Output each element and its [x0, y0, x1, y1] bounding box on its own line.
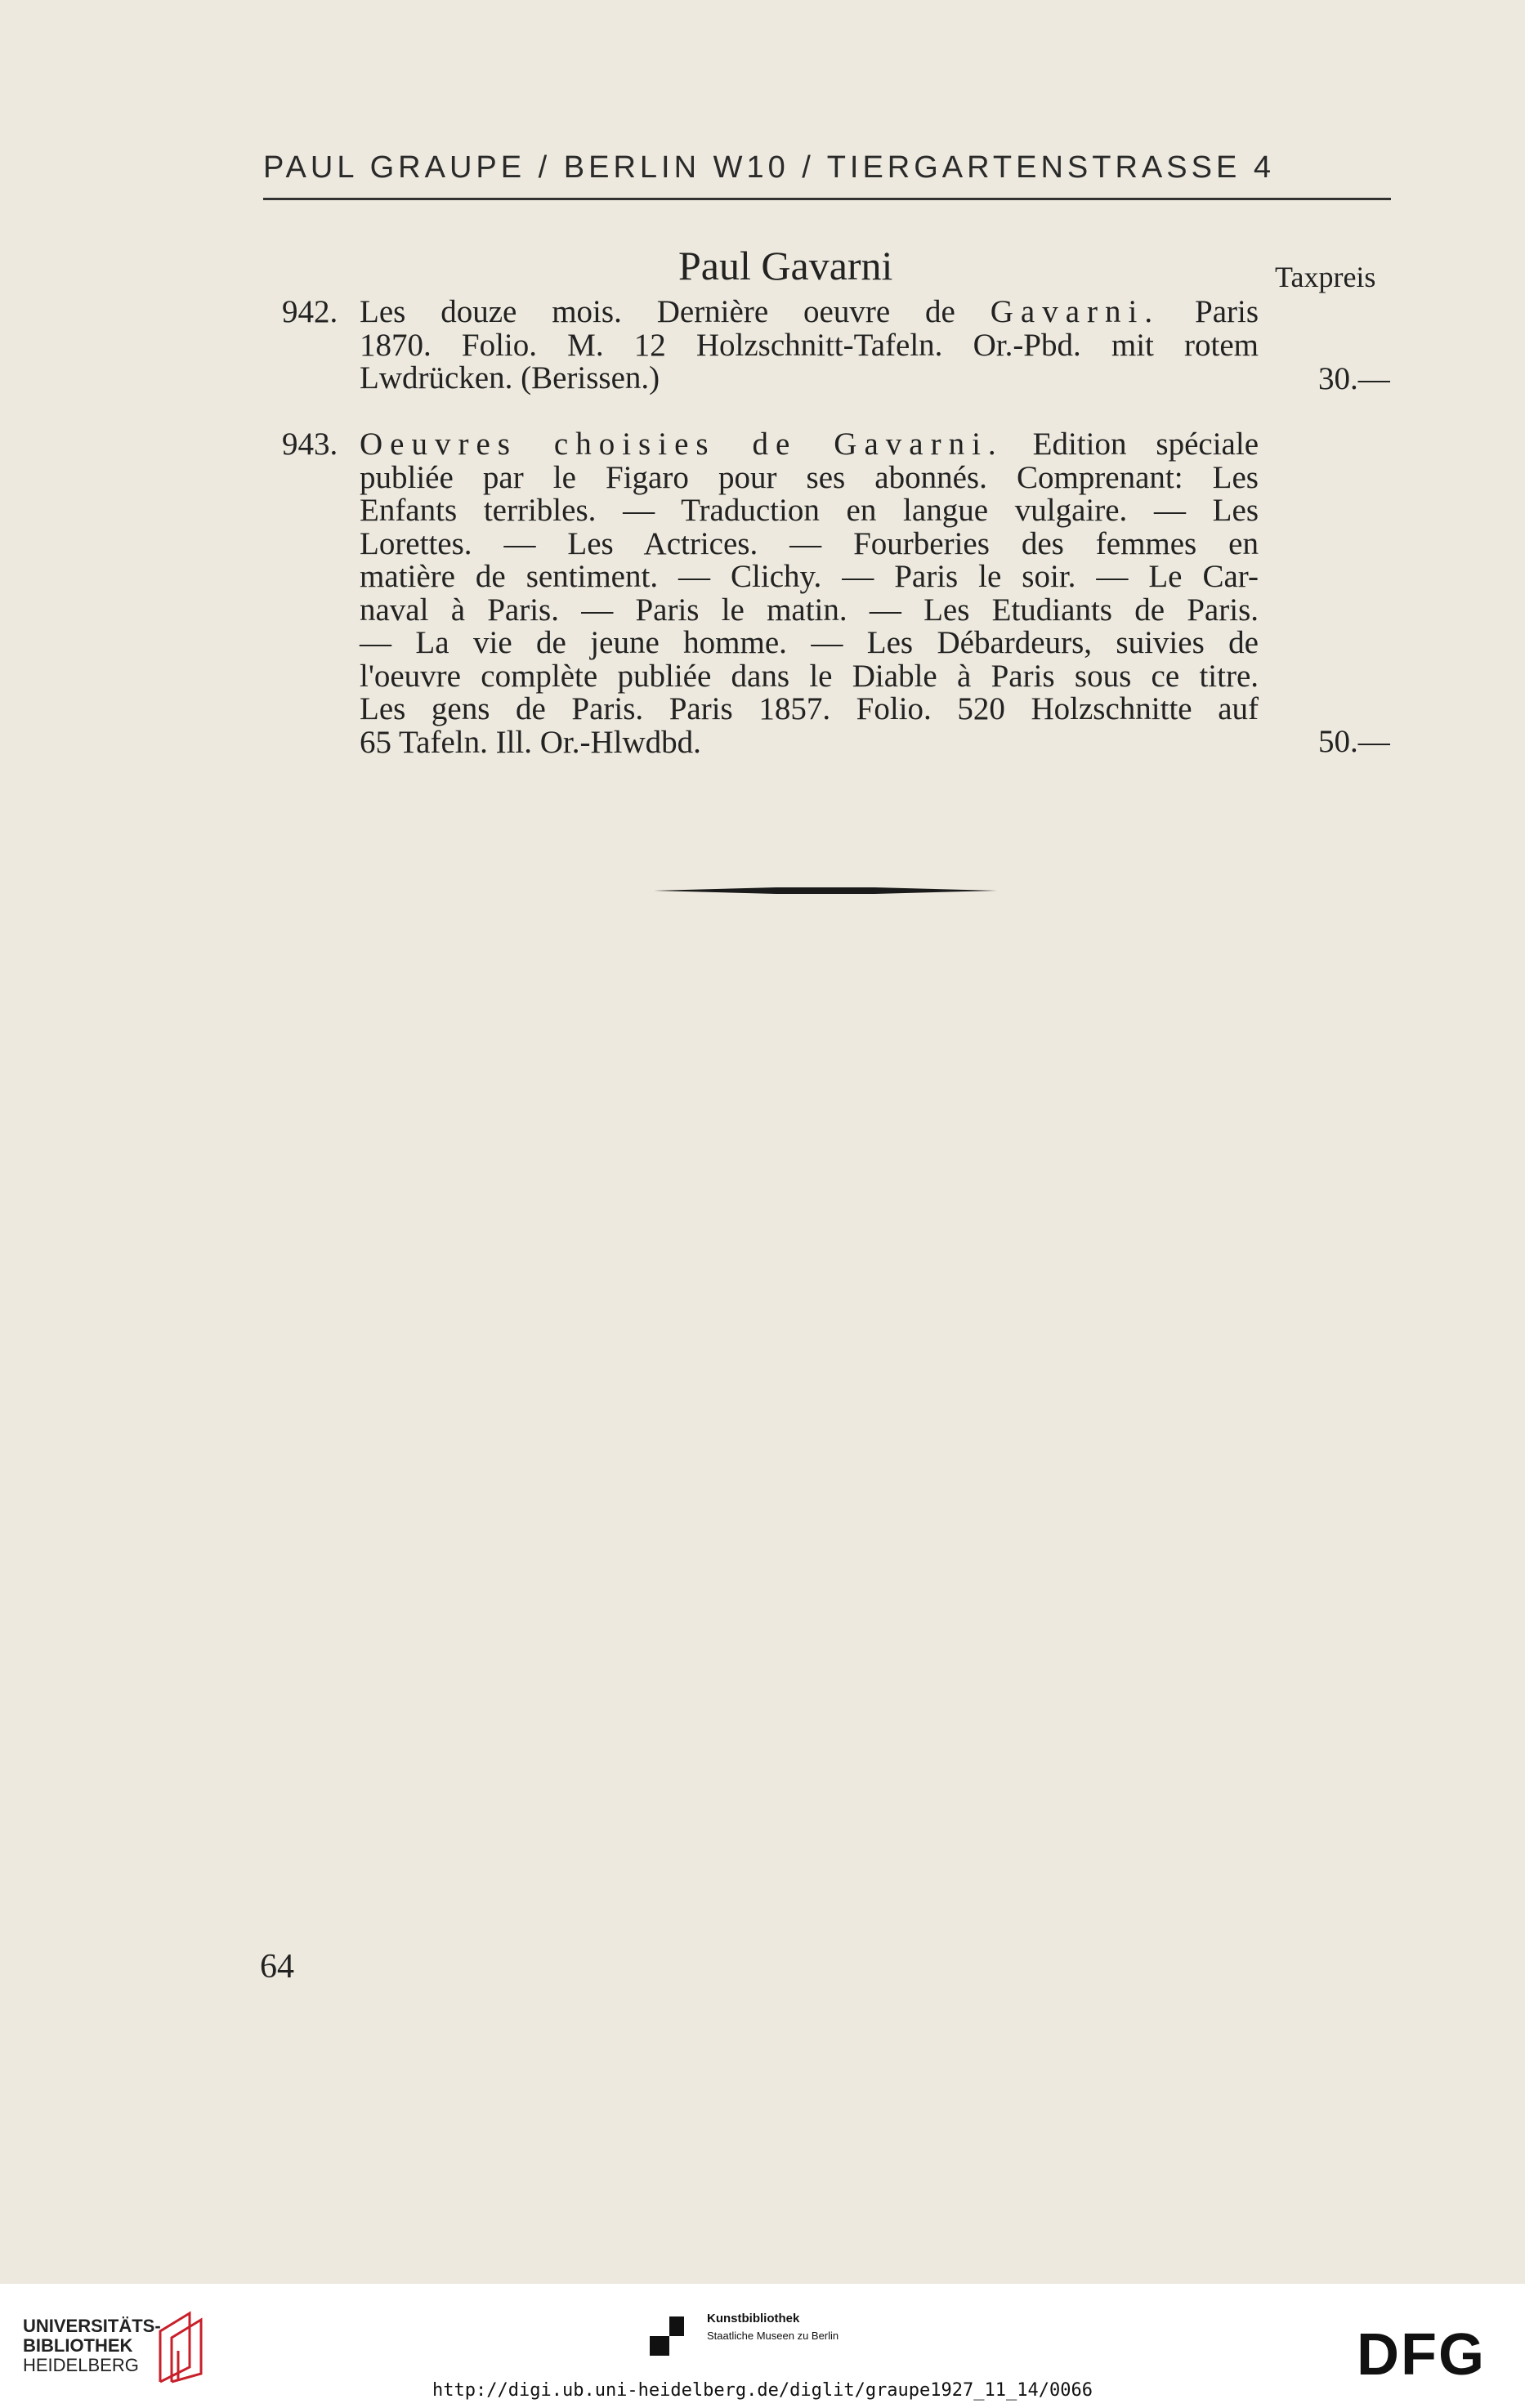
kunstbibliothek-mark-icon	[650, 2316, 684, 2356]
kunstbibliothek-title: Kunstbibliothek	[707, 2312, 800, 2325]
entry-text-segment: Les douze mois. Dernière oeuvre de	[360, 294, 991, 329]
entry-text-segment: Edition spéciale	[1003, 427, 1259, 462]
entry-text-segment: 1870. Folio. M. 12 Holzschnitt-Tafeln. Or.-Pbd. mit rotem	[360, 327, 1259, 363]
entry-emphasis-spaced: Gavarni.	[990, 294, 1161, 329]
entry-text-segment: naval à Paris. — Paris le matin. — Les Etudiants de Paris.	[360, 592, 1259, 628]
entry-text-line	[360, 726, 1259, 760]
digitization-footer	[0, 2284, 1525, 2408]
entry-text-segment: Les gens de Paris. Paris 1857. Folio. 520 Holzschnitte auf	[360, 691, 1259, 726]
entry-text-segment: — La vie de jeune homme. — Les Débardeurs, suivies de	[360, 625, 1259, 660]
price-column-label: Taxpreis	[1275, 261, 1376, 293]
permalink-url[interactable]: http://digi.ub.uni-heidelberg.de/diglit/graupe1927_11_14/0066	[432, 2380, 1093, 2401]
entry-number: 943.	[282, 427, 338, 462]
entry-text-line	[360, 660, 1259, 694]
entry-price: 50.—	[1318, 724, 1390, 759]
entry-text-segment: publiée par le Figaro pour ses abonnés. Comprenant: Les	[360, 459, 1259, 495]
entry-text-line	[360, 494, 1259, 528]
entry-text-line	[360, 428, 1259, 462]
entry-price: 30.—	[1318, 361, 1390, 396]
entry-text-segment: matière de sentiment. — Clichy. — Paris le soir. — Le Car-	[360, 559, 1259, 594]
entry-text-line	[360, 627, 1259, 660]
kunstbibliothek-subtitle: Staatliche Museen zu Berlin	[707, 2330, 839, 2342]
entry-text-line	[360, 561, 1259, 594]
ub-heidelberg-mark-icon	[154, 2310, 211, 2383]
ub-logo-line2: BIBLIOTHEK	[23, 2335, 133, 2356]
entry-emphasis-spaced: Oeuvres choisies de Gavarni.	[360, 427, 1004, 462]
entry-text-line	[360, 329, 1259, 363]
entry-text-segment: Lorettes. — Les Actrices. — Fourberies des femmes en	[360, 525, 1259, 561]
entry-text-line	[360, 693, 1259, 726]
ub-logo-line1: UNIVERSITÄTS-	[23, 2316, 161, 2336]
entry-text-segment: Lwdrücken. (Berissen.)	[360, 360, 660, 395]
section-end-ornament	[654, 885, 997, 896]
entry-text-segment: 65 Tafeln. Ill. Or.-Hlwdbd.	[360, 724, 701, 760]
entry-text-segment: Enfants terribles. — Traduction en langue vulgaire. — Les	[360, 493, 1259, 528]
dfg-logo[interactable]: DFG	[1357, 2322, 1486, 2388]
page-number: 64	[260, 1948, 294, 1986]
entry-description	[360, 296, 1259, 395]
header-rule	[263, 198, 1391, 200]
entry-text-segment: Paris	[1160, 294, 1259, 329]
entry-text-line	[360, 459, 1259, 495]
entry-text-line	[360, 362, 1259, 395]
ub-heidelberg-logo[interactable]	[23, 2316, 161, 2375]
section-title: Paul Gavarni	[678, 243, 893, 288]
entry-text-line	[360, 296, 1259, 329]
entry-description	[360, 428, 1259, 759]
entry-text-line	[360, 594, 1259, 628]
entry-text-segment: l'oeuvre complète publiée dans le Diable à Paris sous ce titre.	[360, 658, 1259, 694]
running-head: PAUL GRAUPE / BERLIN W10 / TIERGARTENSTRASSE 4	[263, 150, 1275, 185]
entry-text-line	[360, 525, 1259, 561]
entry-number: 942.	[282, 294, 338, 329]
ub-logo-line3: HEIDELBERG	[23, 2355, 139, 2375]
